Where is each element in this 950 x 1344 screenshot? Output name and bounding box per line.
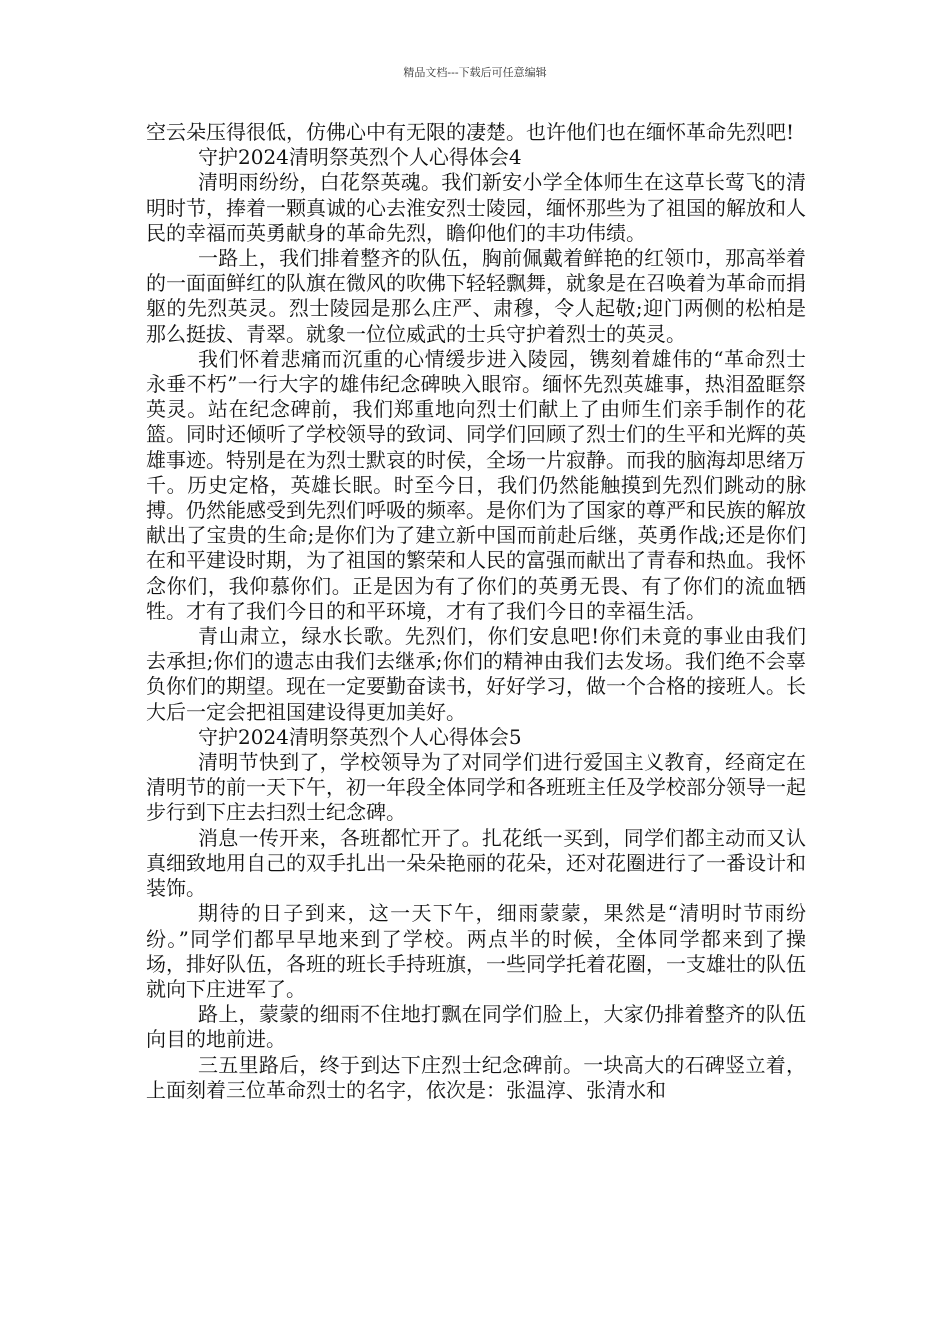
document-body	[146, 120, 806, 1103]
paragraph: 空云朵压得很低，仿佛心中有无限的凄楚。也许他们也在缅怀革命先烈吧!	[146, 120, 795, 144]
paragraph: 清明雨纷纷，白花祭英魂。我们新安小学全体师生在这草长莺飞的清明时节，捧着一颗真诚的心去淮安烈士陵园，缅怀那些为了祖国的解放和人民的幸福而英勇献身的革命先烈，瞻仰他们的丰功伟绩。	[146, 170, 806, 245]
paragraph: 我们怀着悲痛而沉重的心情缓步进入陵园，镌刻着雄伟的“革命烈士永垂不朽”一行大字的雄伟纪念碑映入眼帘。缅怀先烈英雄事，热泪盈眶祭英灵。站在纪念碑前，我们郑重地向烈士们献上了由师生们亲手制作的花篮。同时还倾听了学校领导的致词、同学们回顾了烈士们的生平和光辉的英雄事迹。特别是在为烈士默哀的时侯，全场一片寂静。而我的脑海却思绪万千。历史定格，英雄长眠。时至今日，我们仍然能触摸到先烈们跳动的脉搏。仍然能感受到先烈们呼吸的频率。是你们为了国家的尊严和民族的解放献出了宝贵的生命;是你们为了建立新中国而前赴后继，英勇作战;还是你们在和平建设时期，为了祖国的繁荣和人民的富强而献出了青春和热血。我怀念你们，我仰慕你们。正是因为有了你们的英勇无畏、有了你们的流血牺牲。才有了我们今日的和平环境，才有了我们今日的幸福生活。	[146, 346, 806, 623]
paragraph: 青山肃立，绿水长歌。先烈们，你们安息吧!你们未竟的事业由我们去承担;你们的遗志由我们去继承;你们的精神由我们去发场。我们绝不会辜负你们的期望。现在一定要勤奋读书，好好学习，做一个合格的接班人。长大后一定会把祖国建设得更加美好。	[146, 624, 806, 724]
paragraph: 消息一传开来，各班都忙开了。扎花纸一买到，同学们都主动而又认真细致地用自己的双手扎出一朵朵艳丽的花朵，还对花圈进行了一番设计和装饰。	[146, 825, 806, 901]
paragraph: 一路上，我们排着整齐的队伍，胸前佩戴着鲜艳的红领巾，那高举着的一面面鲜红的队旗在微风的吹佛下轻轻飘舞，就象是在召唤着为革命而捐躯的先烈英灵。烈士陵园是那么庄严、肃穆，令人起敬;迎门两侧的松柏是那么挺拔、青翠。就象一位位威武的士兵守护着烈士的英灵。	[146, 246, 806, 346]
paragraph: 三五里路后，终于到达下庄烈士纪念碑前。一块高大的石碑竖立着，上面刻着三位革命烈士的名字，依次是：张温淳、张清水和	[146, 1052, 806, 1102]
paragraph: 清明节快到了，学校领导为了对同学们进行爱国主义教育，经商定在清明节的前一天下午，初一年段全体同学和各班班主任及学校部分领导一起步行到下庄去扫烈士纪念碑。	[146, 750, 806, 825]
section-heading: 守护2024清明祭英烈个人心得体会5	[198, 724, 522, 749]
page-header: 精品文档---下载后可任意编辑	[403, 66, 547, 79]
section-heading: 守护2024清明祭英烈个人心得体会4	[198, 145, 522, 170]
paragraph: 期待的日子到来，这一天下午，细雨蒙蒙，果然是“清明时节雨纷纷。”同学们都早早地来到了学校。两点半的时候，全体同学都来到了操场，排好队伍，各班的班长手持班旗，一些同学托着花圈，一支雄壮的队伍就向下庄进军了。	[146, 901, 806, 1001]
paragraph: 路上，蒙蒙的细雨不住地打飘在同学们脸上，大家仍排着整齐的队伍向目的地前进。	[146, 1002, 806, 1052]
